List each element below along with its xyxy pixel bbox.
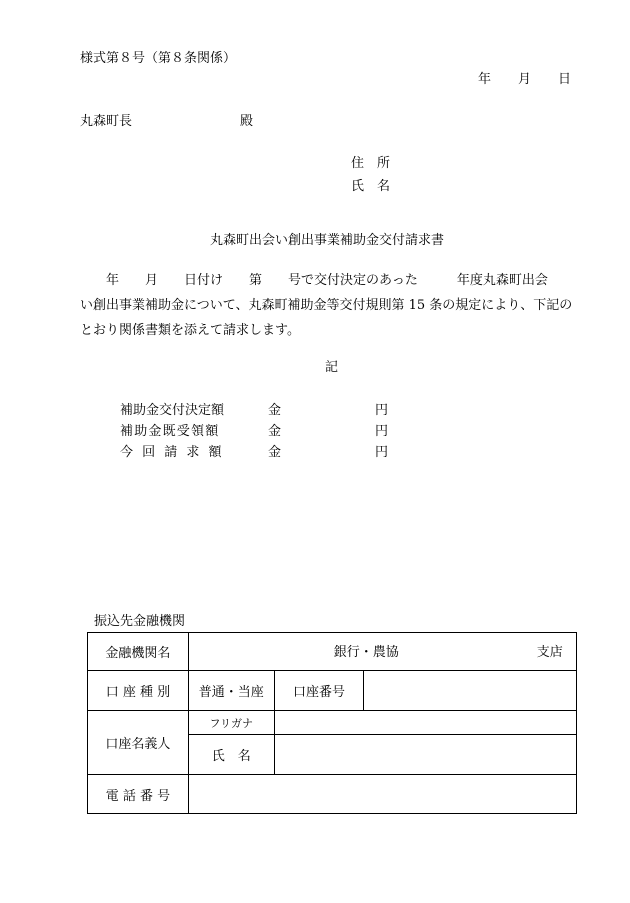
body-line-2: い創出事業補助金について、丸森町補助金等交付規則第 15 条の規定により、下記の — [80, 298, 573, 313]
applicant-address-label: 住 所 — [351, 156, 391, 171]
addressee-title: 丸森町長 — [80, 114, 133, 129]
amount-yen-current: 円 — [375, 445, 389, 460]
account-type-value[interactable]: 普通・当座 — [188, 671, 274, 711]
account-number-label: 口座番号 — [274, 671, 364, 711]
body-paragraph — [80, 268, 590, 343]
addressee-honorific: 殿 — [240, 114, 254, 129]
amount-kin-decided: 金 — [268, 403, 282, 418]
amount-label-received: 補助金既受領額 — [120, 424, 220, 439]
holder-label: 口座名義人 — [88, 711, 189, 775]
ki-label: 記 — [325, 360, 339, 375]
bank-type-label: 銀行・農協 — [333, 645, 399, 660]
amount-kin-received: 金 — [268, 424, 282, 439]
amount-kin-current: 金 — [268, 445, 282, 460]
phone-label: 電 話 番 号 — [88, 775, 189, 814]
date-day-label: 日 — [558, 72, 572, 87]
amount-yen-decided: 円 — [375, 403, 389, 418]
form-number: 様式第８号（第８条関係） — [80, 51, 237, 66]
holder-name-label: 氏 名 — [188, 735, 274, 775]
holder-name-field[interactable] — [274, 735, 576, 775]
date-month-label: 月 — [518, 72, 532, 87]
amount-label-decided: 補助金交付決定額 — [120, 403, 225, 418]
bank-caption: 振込先金融機関 — [94, 614, 186, 629]
branch-label: 支店 — [536, 645, 563, 660]
body-line-1: 年 月 日付け 第 号で交付決定のあった 年度丸森町出会 — [80, 273, 548, 288]
body-line-3: とおり関係書類を添えて請求します。 — [80, 323, 300, 338]
institution-label: 金融機関名 — [88, 633, 189, 671]
document-title: 丸森町出会い創出事業補助金交付請求書 — [210, 233, 445, 248]
account-number-field[interactable] — [364, 671, 577, 711]
furigana-label: フリガナ — [188, 711, 274, 735]
amount-label-current: 今 回 請 求 額 — [120, 445, 225, 460]
account-type-label: 口 座 種 別 — [88, 671, 189, 711]
furigana-field[interactable] — [274, 711, 576, 735]
bank-table — [87, 632, 577, 814]
amount-yen-received: 円 — [375, 424, 389, 439]
phone-field[interactable] — [188, 775, 576, 814]
institution-value-cell[interactable] — [188, 633, 576, 671]
date-year-label: 年 — [478, 72, 492, 87]
applicant-name-label: 氏 名 — [351, 179, 391, 194]
